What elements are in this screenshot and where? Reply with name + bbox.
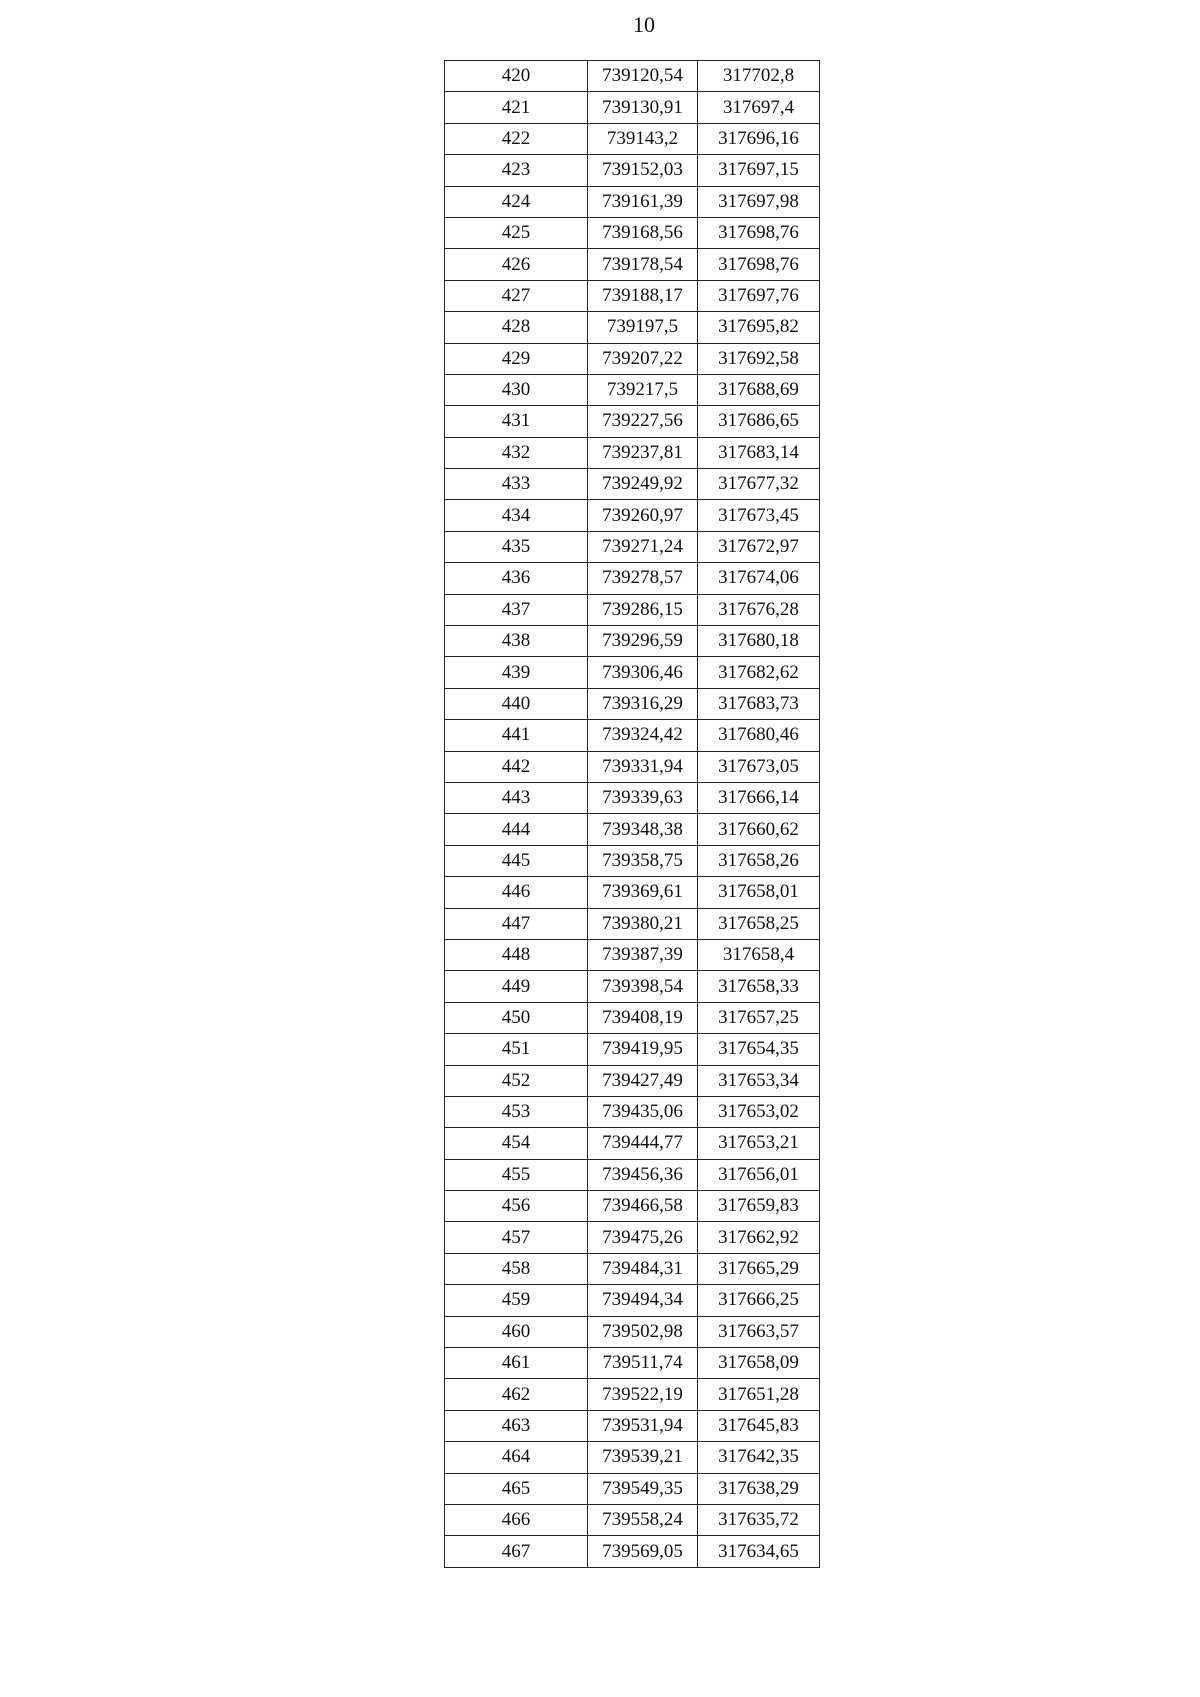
x-coordinate-cell: 739271,24 xyxy=(588,531,698,562)
y-coordinate-cell: 317697,98 xyxy=(698,186,820,217)
table-row xyxy=(445,1442,820,1473)
y-coordinate-cell: 317697,76 xyxy=(698,280,820,311)
y-coordinate-cell: 317656,01 xyxy=(698,1159,820,1190)
table-row xyxy=(445,61,820,92)
table-row xyxy=(445,531,820,562)
y-coordinate-cell: 317651,28 xyxy=(698,1379,820,1410)
x-coordinate-cell: 739331,94 xyxy=(588,751,698,782)
x-coordinate-cell: 739511,74 xyxy=(588,1348,698,1379)
point-number-cell: 423 xyxy=(445,155,588,186)
x-coordinate-cell: 739237,81 xyxy=(588,437,698,468)
x-coordinate-cell: 739419,95 xyxy=(588,1034,698,1065)
point-number-cell: 442 xyxy=(445,751,588,782)
y-coordinate-cell: 317686,65 xyxy=(698,406,820,437)
point-number-cell: 429 xyxy=(445,343,588,374)
x-coordinate-cell: 739278,57 xyxy=(588,563,698,594)
table-row xyxy=(445,1504,820,1535)
x-coordinate-cell: 739358,75 xyxy=(588,845,698,876)
y-coordinate-cell: 317698,76 xyxy=(698,249,820,280)
table-row xyxy=(445,500,820,531)
y-coordinate-cell: 317673,05 xyxy=(698,751,820,782)
table-row xyxy=(445,626,820,657)
x-coordinate-cell: 739306,46 xyxy=(588,657,698,688)
y-coordinate-cell: 317657,25 xyxy=(698,1002,820,1033)
x-coordinate-cell: 739130,91 xyxy=(588,92,698,123)
point-number-cell: 461 xyxy=(445,1348,588,1379)
table-row xyxy=(445,845,820,876)
y-coordinate-cell: 317658,33 xyxy=(698,971,820,1002)
table-row xyxy=(445,782,820,813)
point-number-cell: 467 xyxy=(445,1536,588,1567)
x-coordinate-cell: 739188,17 xyxy=(588,280,698,311)
y-coordinate-cell: 317654,35 xyxy=(698,1034,820,1065)
y-coordinate-cell: 317697,15 xyxy=(698,155,820,186)
point-number-cell: 448 xyxy=(445,939,588,970)
x-coordinate-cell: 739178,54 xyxy=(588,249,698,280)
point-number-cell: 422 xyxy=(445,123,588,154)
x-coordinate-cell: 739531,94 xyxy=(588,1410,698,1441)
table-row xyxy=(445,1065,820,1096)
table-row xyxy=(445,751,820,782)
y-coordinate-cell: 317688,69 xyxy=(698,374,820,405)
y-coordinate-cell: 317697,4 xyxy=(698,92,820,123)
x-coordinate-cell: 739369,61 xyxy=(588,877,698,908)
table-row xyxy=(445,1096,820,1127)
y-coordinate-cell: 317692,58 xyxy=(698,343,820,374)
table-row xyxy=(445,155,820,186)
x-coordinate-cell: 739120,54 xyxy=(588,61,698,92)
table-row xyxy=(445,249,820,280)
x-coordinate-cell: 739217,5 xyxy=(588,374,698,405)
table-row xyxy=(445,1034,820,1065)
point-number-cell: 428 xyxy=(445,312,588,343)
table-row xyxy=(445,594,820,625)
point-number-cell: 458 xyxy=(445,1253,588,1284)
page-number: 10 xyxy=(633,12,655,37)
table-row xyxy=(445,908,820,939)
x-coordinate-cell: 739435,06 xyxy=(588,1096,698,1127)
y-coordinate-cell: 317660,62 xyxy=(698,814,820,845)
y-coordinate-cell: 317696,16 xyxy=(698,123,820,154)
y-coordinate-cell: 317666,25 xyxy=(698,1285,820,1316)
table-row xyxy=(445,1222,820,1253)
table-row xyxy=(445,688,820,719)
point-number-cell: 463 xyxy=(445,1410,588,1441)
table-row xyxy=(445,469,820,500)
x-coordinate-cell: 739161,39 xyxy=(588,186,698,217)
y-coordinate-cell: 317677,32 xyxy=(698,469,820,500)
y-coordinate-cell: 317653,02 xyxy=(698,1096,820,1127)
point-number-cell: 449 xyxy=(445,971,588,1002)
table-row xyxy=(445,437,820,468)
point-number-cell: 464 xyxy=(445,1442,588,1473)
y-coordinate-cell: 317680,46 xyxy=(698,720,820,751)
table-row xyxy=(445,1253,820,1284)
point-number-cell: 465 xyxy=(445,1473,588,1504)
table-row xyxy=(445,406,820,437)
y-coordinate-cell: 317659,83 xyxy=(698,1191,820,1222)
x-coordinate-cell: 739539,21 xyxy=(588,1442,698,1473)
y-coordinate-cell: 317695,82 xyxy=(698,312,820,343)
point-number-cell: 435 xyxy=(445,531,588,562)
point-number-cell: 450 xyxy=(445,1002,588,1033)
x-coordinate-cell: 739260,97 xyxy=(588,500,698,531)
y-coordinate-cell: 317658,25 xyxy=(698,908,820,939)
table-row xyxy=(445,1410,820,1441)
y-coordinate-cell: 317674,06 xyxy=(698,563,820,594)
y-coordinate-cell: 317672,97 xyxy=(698,531,820,562)
x-coordinate-cell: 739398,54 xyxy=(588,971,698,1002)
x-coordinate-cell: 739444,77 xyxy=(588,1128,698,1159)
x-coordinate-cell: 739456,36 xyxy=(588,1159,698,1190)
y-coordinate-cell: 317676,28 xyxy=(698,594,820,625)
x-coordinate-cell: 739502,98 xyxy=(588,1316,698,1347)
table-row xyxy=(445,343,820,374)
y-coordinate-cell: 317665,29 xyxy=(698,1253,820,1284)
point-number-cell: 456 xyxy=(445,1191,588,1222)
point-number-cell: 433 xyxy=(445,469,588,500)
point-number-cell: 462 xyxy=(445,1379,588,1410)
table-row xyxy=(445,814,820,845)
point-number-cell: 437 xyxy=(445,594,588,625)
coordinates-table xyxy=(444,60,820,1568)
y-coordinate-cell: 317680,18 xyxy=(698,626,820,657)
point-number-cell: 460 xyxy=(445,1316,588,1347)
point-number-cell: 455 xyxy=(445,1159,588,1190)
point-number-cell: 445 xyxy=(445,845,588,876)
table-row xyxy=(445,1285,820,1316)
x-coordinate-cell: 739408,19 xyxy=(588,1002,698,1033)
coordinates-table-body xyxy=(445,61,820,1568)
table-row xyxy=(445,186,820,217)
y-coordinate-cell: 317683,14 xyxy=(698,437,820,468)
table-row xyxy=(445,374,820,405)
table-row xyxy=(445,1316,820,1347)
y-coordinate-cell: 317666,14 xyxy=(698,782,820,813)
point-number-cell: 420 xyxy=(445,61,588,92)
x-coordinate-cell: 739558,24 xyxy=(588,1504,698,1535)
y-coordinate-cell: 317645,83 xyxy=(698,1410,820,1441)
table-row xyxy=(445,1128,820,1159)
table-row xyxy=(445,1191,820,1222)
table-row xyxy=(445,217,820,248)
x-coordinate-cell: 739207,22 xyxy=(588,343,698,374)
point-number-cell: 453 xyxy=(445,1096,588,1127)
x-coordinate-cell: 739569,05 xyxy=(588,1536,698,1567)
point-number-cell: 446 xyxy=(445,877,588,908)
y-coordinate-cell: 317662,92 xyxy=(698,1222,820,1253)
y-coordinate-cell: 317653,34 xyxy=(698,1065,820,1096)
point-number-cell: 425 xyxy=(445,217,588,248)
point-number-cell: 454 xyxy=(445,1128,588,1159)
point-number-cell: 438 xyxy=(445,626,588,657)
table-row xyxy=(445,123,820,154)
x-coordinate-cell: 739324,42 xyxy=(588,720,698,751)
x-coordinate-cell: 739380,21 xyxy=(588,908,698,939)
point-number-cell: 440 xyxy=(445,688,588,719)
x-coordinate-cell: 739339,63 xyxy=(588,782,698,813)
y-coordinate-cell: 317635,72 xyxy=(698,1504,820,1535)
point-number-cell: 444 xyxy=(445,814,588,845)
y-coordinate-cell: 317642,35 xyxy=(698,1442,820,1473)
y-coordinate-cell: 317658,26 xyxy=(698,845,820,876)
point-number-cell: 451 xyxy=(445,1034,588,1065)
y-coordinate-cell: 317634,65 xyxy=(698,1536,820,1567)
table-row xyxy=(445,1536,820,1567)
point-number-cell: 432 xyxy=(445,437,588,468)
x-coordinate-cell: 739249,92 xyxy=(588,469,698,500)
y-coordinate-cell: 317638,29 xyxy=(698,1473,820,1504)
point-number-cell: 421 xyxy=(445,92,588,123)
x-coordinate-cell: 739296,59 xyxy=(588,626,698,657)
table-row xyxy=(445,1473,820,1504)
y-coordinate-cell: 317658,01 xyxy=(698,877,820,908)
point-number-cell: 431 xyxy=(445,406,588,437)
table-row xyxy=(445,720,820,751)
point-number-cell: 439 xyxy=(445,657,588,688)
x-coordinate-cell: 739387,39 xyxy=(588,939,698,970)
table-row xyxy=(445,971,820,1002)
x-coordinate-cell: 739316,29 xyxy=(588,688,698,719)
point-number-cell: 457 xyxy=(445,1222,588,1253)
y-coordinate-cell: 317658,4 xyxy=(698,939,820,970)
point-number-cell: 430 xyxy=(445,374,588,405)
point-number-cell: 426 xyxy=(445,249,588,280)
table-row xyxy=(445,312,820,343)
point-number-cell: 424 xyxy=(445,186,588,217)
table-row xyxy=(445,92,820,123)
table-row xyxy=(445,877,820,908)
x-coordinate-cell: 739494,34 xyxy=(588,1285,698,1316)
point-number-cell: 441 xyxy=(445,720,588,751)
table-row xyxy=(445,657,820,688)
point-number-cell: 459 xyxy=(445,1285,588,1316)
x-coordinate-cell: 739286,15 xyxy=(588,594,698,625)
y-coordinate-cell: 317658,09 xyxy=(698,1348,820,1379)
point-number-cell: 443 xyxy=(445,782,588,813)
x-coordinate-cell: 739466,58 xyxy=(588,1191,698,1222)
x-coordinate-cell: 739227,56 xyxy=(588,406,698,437)
x-coordinate-cell: 739475,26 xyxy=(588,1222,698,1253)
x-coordinate-cell: 739549,35 xyxy=(588,1473,698,1504)
table-row xyxy=(445,1348,820,1379)
y-coordinate-cell: 317673,45 xyxy=(698,500,820,531)
point-number-cell: 434 xyxy=(445,500,588,531)
point-number-cell: 436 xyxy=(445,563,588,594)
table-row xyxy=(445,939,820,970)
y-coordinate-cell: 317683,73 xyxy=(698,688,820,719)
point-number-cell: 466 xyxy=(445,1504,588,1535)
y-coordinate-cell: 317663,57 xyxy=(698,1316,820,1347)
point-number-cell: 447 xyxy=(445,908,588,939)
x-coordinate-cell: 739152,03 xyxy=(588,155,698,186)
point-number-cell: 452 xyxy=(445,1065,588,1096)
x-coordinate-cell: 739427,49 xyxy=(588,1065,698,1096)
point-number-cell: 427 xyxy=(445,280,588,311)
table-row xyxy=(445,1159,820,1190)
x-coordinate-cell: 739143,2 xyxy=(588,123,698,154)
y-coordinate-cell: 317698,76 xyxy=(698,217,820,248)
table-row xyxy=(445,563,820,594)
y-coordinate-cell: 317682,62 xyxy=(698,657,820,688)
x-coordinate-cell: 739522,19 xyxy=(588,1379,698,1410)
y-coordinate-cell: 317653,21 xyxy=(698,1128,820,1159)
y-coordinate-cell: 317702,8 xyxy=(698,61,820,92)
x-coordinate-cell: 739197,5 xyxy=(588,312,698,343)
table-row xyxy=(445,1002,820,1033)
x-coordinate-cell: 739348,38 xyxy=(588,814,698,845)
table-row xyxy=(445,1379,820,1410)
x-coordinate-cell: 739484,31 xyxy=(588,1253,698,1284)
table-row xyxy=(445,280,820,311)
x-coordinate-cell: 739168,56 xyxy=(588,217,698,248)
